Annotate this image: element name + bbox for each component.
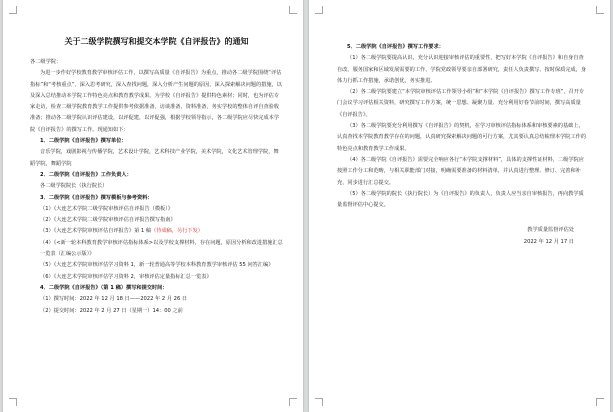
corner-mark xyxy=(596,398,604,406)
section-4-heading: 4．二级学院《自评报告》（第 1 稿）撰写和提交时间： xyxy=(40,284,168,291)
corner-mark xyxy=(289,6,297,14)
corner-mark xyxy=(9,398,17,406)
intro-paragraph: 为进一步作好学校教育教学审核评估工作，以撰写高质量《自评报告》为重点，推动各二级学院围绕“评估指标”和“考核重点”，深入思考研究，深入查找问题，深入分析产生问题的原因，深入探索解决问题的措施，以及深入总结推动本学院工作特色亮点和教育教学成果。为学校《自评报告》提供特色素材；同时，也为评估专家走访，检查二级学院教育教学工作提供参考依据准备，访谈准备，资料准备，务实学校的整体自评自查验收准备；推动各二级学院认识评估建设，以评促建，以评促强，根据学校领导指示，各二级学院应尽快完成本学院《自评报告》的撰写工作。现通知如下： xyxy=(30,70,282,133)
corner-mark xyxy=(315,398,323,406)
requirement-item: （2）各二级学院要建立“本学院审核评估工作领导小组”和“本学院《自评报告》撰写工作专班”，召开专门会议学习评估相关资料，研究撰写工作方案，统一思想、凝聚力量、充分利用好春节前时间，撰写高质量《自评报告》。 xyxy=(337,89,585,118)
document-page-right xyxy=(309,0,610,412)
section-2-heading: 2．二级学院《自评报告》工作负责人： xyxy=(40,171,132,178)
section-1-heading: 1．二级学院《自评报告》撰写单位： xyxy=(40,138,127,145)
requirement-item: （5）各二级学院的院长（执行院长）为《自评报告》的负责人，负责人应当亲自审核报告，再向教学质量监督评估中心提交。 xyxy=(337,190,584,209)
section-2-body: 各二级学院院长（执行院长） xyxy=(40,183,108,190)
section-5-heading: 5．二级学院《自评报告》撰写工作要求： xyxy=(347,44,444,50)
signature-org: 教学质量监督评估处 xyxy=(527,227,574,234)
reference-item: （1）《大连艺术学院二级学院审核评估自评报告（模板）》 xyxy=(40,205,173,212)
pending-note: （待成稿，另行下发） xyxy=(151,228,203,235)
reference-item-text: （3）《大连艺术学院审核评估自评报告》第 1 稿 xyxy=(40,228,152,235)
section-1-body: 音乐学院，戏剧影视与传播学院，艺术设计学院，艺术科技产业学院，美术学院，文化艺术管理学院，舞蹈学院，舞蹈学院 xyxy=(30,149,279,167)
schedule-item: （2）提交时间：2022 年 2 月 27 日（星期一）14：00 之前 xyxy=(40,307,183,314)
corner-mark xyxy=(9,6,17,14)
salutation: 各二级学院： xyxy=(30,59,62,65)
requirement-item: （1）各二级学院要提高认识，充分认识迎接审核评估的重要性，把写好本学院《自评报告》和自身自查自改、服务国家和区域发展需要的工作、学院党政领导要亲自部署研究，责任人负责撰写、按时保质完成，身体力行抓工作措施，承诺创优，务实推进。 xyxy=(337,55,587,84)
reference-item: （6）《大连艺术学院审核评估学习资料 2，审核评估定量指标汇总一览表》 xyxy=(40,273,212,280)
section-3-heading: 3．二级学院《自评报告》撰写模板与参考资料： xyxy=(40,194,153,201)
page-right-content xyxy=(337,42,588,248)
signature-date: 2022 年 12 月 17 日 xyxy=(523,238,574,245)
page-left-content xyxy=(30,36,283,317)
document-title: 关于二级学院撰写和提交本学院《自评报告》的通知 xyxy=(64,37,249,46)
corner-mark xyxy=(596,6,604,14)
reference-item: （5）《大连艺术学院审核评估学习资料 1，新一轮普通高等学校本科教育教学审核评估 55 问答汇编》 xyxy=(40,262,274,269)
corner-mark xyxy=(315,6,323,14)
reference-item: （4）《<新一轮本科教育教学审核评估指标体系>以及学校支撑材料，存在问题，原因分析和改进措施汇总一览表（汇编公示版）》 xyxy=(40,239,283,258)
reference-item xyxy=(30,226,283,237)
reference-item: （2）《大连艺术学院二级学院审核评估自评报告撰写指南》 xyxy=(40,217,176,224)
document-page-left xyxy=(3,0,303,412)
requirement-item: （3）各二级学院要充分利用撰写《自评报告》的契机，在学习审核评估指标体系和审核要素的基础上，认真查找本学院教育教学存在的问题，认真研究探索解决问题的可行方案，尤其要认真总结梳理本学院工作的特色亮点和教育教学工作成果。 xyxy=(337,123,587,152)
corner-mark xyxy=(289,398,297,406)
spacer xyxy=(337,211,588,225)
requirement-item: （4）各二级学院《自评报告》需要完全响应各行“本学院支撑材料”，具体的支撑性证材料，二级学院应按照工作分工和范畴，与相关职能部门对接，明确需要准备的材料清单，并认真进行整理、修订、完善和补充，同步进行汇总提交。 xyxy=(337,156,584,186)
schedule-item: （1）撰写时间：2022 年 12 月 18 日——2022 年 2 月 26 日 xyxy=(40,296,188,303)
